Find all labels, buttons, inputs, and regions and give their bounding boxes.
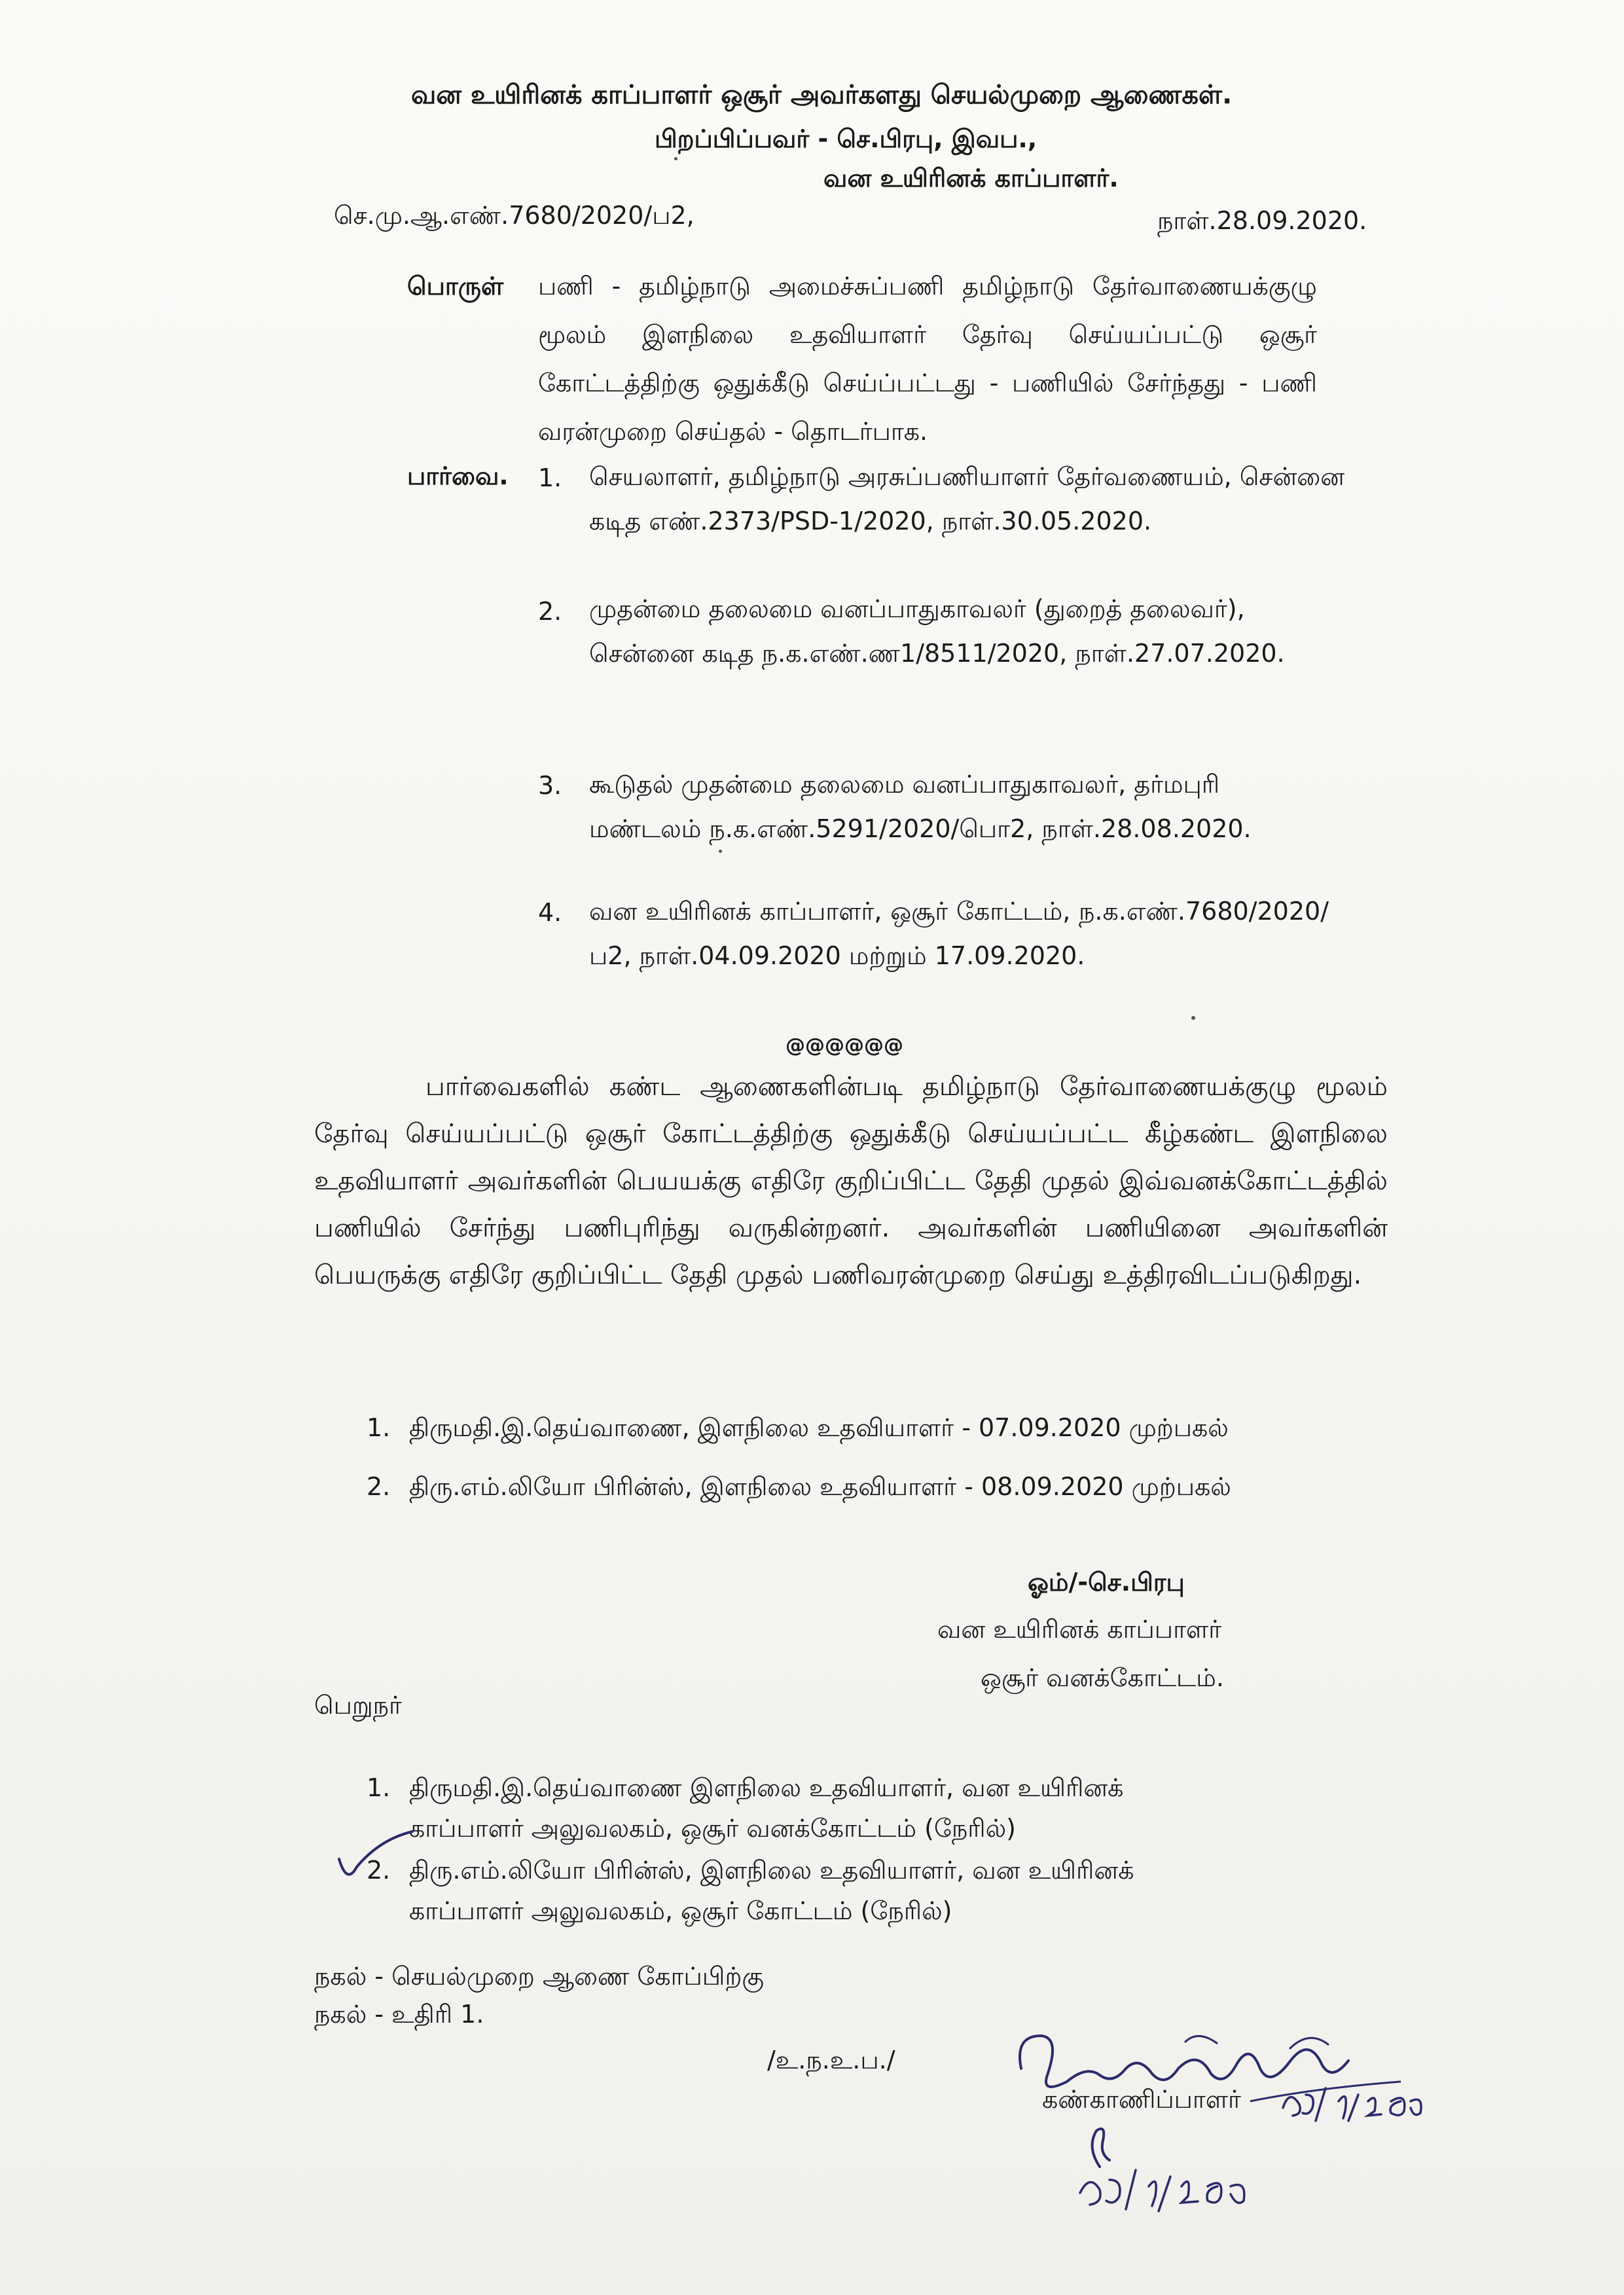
references-label: பார்வை.	[407, 461, 509, 490]
scan-speck	[1191, 1016, 1195, 1020]
signatory-office: ஒசூர் வனக்கோட்டம்.	[981, 1663, 1224, 1692]
copy-line-2: நகல் - உதிரி 1.	[314, 2000, 484, 2029]
scan-speck	[719, 850, 722, 853]
reference-item-4: வன உயிரினக் காப்பாளர், ஒசூர் கோட்டம், ந.க.எண்.7680/2020/ப2, நாள்.04.09.2020 மற்றும் 17.09.2020.	[589, 897, 1329, 970]
recipient-1-line-2: காப்பாளர் அலுவலகம், ஒசூர் வனக்கோட்டம் (நேரில்)	[409, 1814, 1016, 1843]
recipient-number-1: 1.	[367, 1773, 391, 1802]
scan-speck	[674, 157, 677, 160]
appointee-number-2: 2.	[367, 1472, 391, 1501]
supervisor-label: கண்காணிப்பாளர்	[1042, 2085, 1241, 2114]
reference-number: செ.மு.ஆ.எண்.7680/2020/ப2,	[334, 201, 695, 230]
recipient-number-2: 2.	[367, 1856, 391, 1885]
tick-mark-icon	[327, 1826, 419, 1898]
recipient-2-line-1: திரு.எம்.லியோ பிரின்ஸ், இளநிலை உதவியாளர், வன உயிரினக்	[409, 1856, 1134, 1885]
signatory-title: வன உயிரினக் காப்பாளர்	[937, 1615, 1222, 1644]
document-date: நாள்.28.09.2020.	[1157, 206, 1367, 235]
reference-number-4: 4.	[538, 898, 562, 927]
reference-number-1: 1.	[538, 463, 562, 492]
appointee-number-1: 1.	[367, 1413, 391, 1442]
separator: @@@@@@	[785, 1034, 903, 1057]
handwritten-date-2	[1074, 2154, 1296, 2219]
header-line-3: வன உயிரினக் காப்பாளர்.	[823, 164, 1119, 192]
reference-number-3: 3.	[538, 771, 562, 800]
header-line-2: பிறப்பிப்பவர் - செ.பிரபு, இவப.,	[655, 124, 1038, 153]
forwarded-by: /உ.ந.உ.ப./	[767, 2046, 895, 2074]
reference-item-3: கூடுதல் முதன்மை தலைமை வனப்பாதுகாவலர், தர்மபுரி மண்டலம் ந.க.எண்.5291/2020/பொ2, நாள்.28.08.2020.	[589, 770, 1252, 843]
appointee-1: திருமதி.இ.தெய்வாணை, இளநிலை உதவியாளர் - 07.09.2020 முற்பகல்	[409, 1413, 1229, 1442]
recipients-label: பெறுநர்	[314, 1691, 402, 1720]
recipient-2-line-2: காப்பாளர் அலுவலகம், ஒசூர் கோட்டம் (நேரில்)	[409, 1896, 952, 1925]
appointee-2: திரு.எம்.லியோ பிரின்ஸ், இளநிலை உதவியாளர் - 08.09.2020 முற்பகல்	[409, 1472, 1231, 1501]
subject-text: பணி - தமிழ்நாடு அமைச்சுப்பணி தமிழ்நாடு தேர்வாணையக்குழு மூலம் இளநிலை உதவியாளர் தேர்வு செய்யப்பட்டு ஒசூர் கோட்டத்திற்கு ஒதுக்கீடு செய்ப்பட்டது - பணியில் சேர்ந்தது - பணி வரன்முறை செய்தல் - தொடர்பாக.	[538, 272, 1317, 446]
reference-item-2: முதன்மை தலைமை வனப்பாதுகாவலர் (துறைத் தலைவர்), சென்னை கடித ந.க.எண்.ண1/8511/2020, நாள்.27.07.2020.	[589, 594, 1285, 668]
copy-line-1: நகல் - செயல்முறை ஆணை கோப்பிற்கு	[314, 1962, 764, 1991]
reference-item-1: செயலாளர், தமிழ்நாடு அரசுப்பணியாளர் தேர்வணையம், சென்னை கடித எண்.2373/PSD-1/2020, நாள்.30.05.2020.	[589, 462, 1345, 535]
reference-number-2: 2.	[538, 597, 562, 626]
header-line-1: வன உயிரினக் காப்பாளர் ஒசூர் அவர்களது செயல்முறை ஆணைகள்.	[411, 80, 1233, 110]
recipient-1-line-1: திருமதி.இ.தெய்வாணை இளநிலை உதவியாளர், வன உயிரினக்	[409, 1773, 1124, 1802]
subject-label: பொருள்	[407, 272, 504, 300]
order-body: பார்வைகளில் கண்ட ஆணைகளின்படி தமிழ்நாடு தேர்வாணையக்குழு மூலம் தேர்வு செய்யப்பட்டு ஒசூர் கோட்டத்திற்கு ஒதுக்கீடு செய்யப்பட்ட கீழ்கண்ட இளநிலை உதவியாளர் அவர்களின் பெயயக்கு எதிரே குறிப்பிட்ட தேதி முதல் இவ்வனக்கோட்டத்தில் பணியில் சேர்ந்து பணிபுரிந்து வருகின்றனர். அவர்களின் பணியினை அவர்களின் பெயருக்கு எதிரே குறிப்பிட்ட தேதி முதல் பணிவரன்முறை செய்து உத்திரவிடப்படுகிறது.	[314, 1072, 1388, 1290]
signatory-name: ஓம்/-செ.பிரபு	[1028, 1568, 1185, 1597]
handwritten-date-1	[1276, 2075, 1434, 2127]
